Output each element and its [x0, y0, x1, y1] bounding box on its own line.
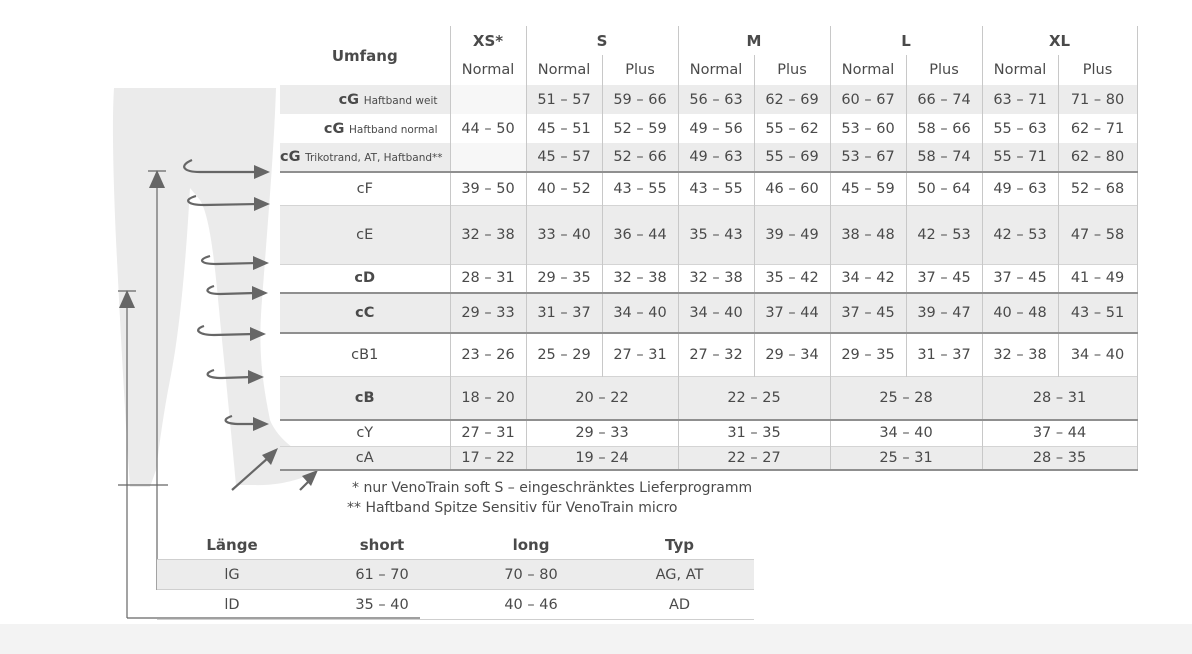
cell: lG [157, 560, 307, 590]
cell: 29 – 33 [450, 293, 526, 333]
length-table [157, 530, 754, 620]
cg-main-label: cG [280, 149, 301, 165]
cell: 18 – 20 [450, 376, 526, 420]
cell: 35 – 43 [678, 205, 754, 264]
row-label-cg-weit [280, 85, 450, 114]
subheader-s-plus: Plus [602, 55, 678, 85]
cell: 41 – 49 [1058, 264, 1137, 293]
cell: 42 – 53 [906, 205, 982, 264]
subheader-xl-plus: Plus [1058, 55, 1137, 85]
table-row [280, 446, 1137, 470]
cell: 37 – 45 [982, 264, 1058, 293]
size-header-m: M [678, 26, 830, 55]
cell: 34 – 40 [1058, 333, 1137, 376]
row-label-ce: cE [280, 205, 450, 264]
size-table [280, 26, 1138, 471]
cell: 46 – 60 [754, 172, 830, 205]
cell: 52 – 68 [1058, 172, 1137, 205]
cell: 55 – 63 [982, 114, 1058, 143]
cell: 42 – 53 [982, 205, 1058, 264]
table-row [280, 172, 1137, 205]
cell: 49 – 63 [678, 143, 754, 172]
table-row [280, 205, 1137, 264]
cell: 23 – 26 [450, 333, 526, 376]
table-row [280, 114, 1137, 143]
cell: 32 – 38 [678, 264, 754, 293]
cell: 38 – 48 [830, 205, 906, 264]
table-row [157, 560, 754, 590]
subheader-s-normal: Normal [526, 55, 602, 85]
cell: 37 – 44 [982, 420, 1137, 446]
footnote-xs: * nur VenoTrain soft S – eingeschränktes Lieferprogramm [352, 480, 753, 496]
cell: 34 – 42 [830, 264, 906, 293]
cell: 70 – 80 [457, 560, 605, 590]
cell: 39 – 49 [754, 205, 830, 264]
cell: 51 – 57 [526, 85, 602, 114]
cell: 39 – 47 [906, 293, 982, 333]
cell: AG, AT [605, 560, 754, 590]
cell: 53 – 60 [830, 114, 906, 143]
cell: 60 – 67 [830, 85, 906, 114]
length-header-long: long [512, 535, 550, 554]
cell: 34 – 40 [678, 293, 754, 333]
size-header-xl: XL [982, 26, 1137, 55]
cell: 28 – 35 [982, 446, 1137, 470]
cell: 55 – 71 [982, 143, 1058, 172]
cell: 25 – 28 [830, 376, 982, 420]
subheader-l-plus: Plus [906, 55, 982, 85]
table-row [280, 333, 1137, 376]
row-label-cb: cB [280, 376, 450, 420]
cell: 63 – 71 [982, 85, 1058, 114]
cell: 22 – 27 [678, 446, 830, 470]
table-row [157, 590, 754, 620]
cell: 45 – 51 [526, 114, 602, 143]
row-label-cc: cC [280, 293, 450, 333]
row-label-cb1: cB1 [280, 333, 450, 376]
cg-main-label: cG [323, 120, 345, 137]
subheader-m-plus: Plus [754, 55, 830, 85]
cell: 55 – 62 [754, 114, 830, 143]
cell: AD [605, 590, 754, 620]
cell: 35 – 40 [307, 590, 457, 620]
cell: 43 – 55 [602, 172, 678, 205]
cell: 45 – 57 [526, 143, 602, 172]
row-label-cg-normal [280, 114, 450, 143]
cell: 19 – 24 [526, 446, 678, 470]
cell: 62 – 71 [1058, 114, 1137, 143]
cell: 59 – 66 [602, 85, 678, 114]
cell: 71 – 80 [1058, 85, 1137, 114]
cell: 61 – 70 [307, 560, 457, 590]
cell: 29 – 34 [754, 333, 830, 376]
subheader-xs-normal: Normal [450, 55, 526, 85]
cell: 37 – 44 [754, 293, 830, 333]
length-header-laenge: Länge [206, 535, 258, 554]
length-header-typ: Typ [665, 535, 694, 554]
row-label-ca: cA [280, 446, 450, 470]
cell: 31 – 37 [906, 333, 982, 376]
cell: 17 – 22 [450, 446, 526, 470]
cell: 40 – 48 [982, 293, 1058, 333]
size-header-xs: XS* [450, 26, 526, 55]
cell: 28 – 31 [982, 376, 1137, 420]
cg-main-label: cG [338, 91, 360, 108]
cell: 49 – 63 [982, 172, 1058, 205]
cell: 25 – 29 [526, 333, 602, 376]
footnote-haftband: ** Haftband Spitze Sensitiv für VenoTrain micro [347, 500, 678, 516]
cell: 52 – 59 [602, 114, 678, 143]
cell: 37 – 45 [906, 264, 982, 293]
cell [450, 143, 526, 172]
cell: 29 – 35 [830, 333, 906, 376]
cell: 28 – 31 [450, 264, 526, 293]
cell: 45 – 59 [830, 172, 906, 205]
cell: 50 – 64 [906, 172, 982, 205]
table-row [280, 420, 1137, 446]
cell: 39 – 50 [450, 172, 526, 205]
cell: 25 – 31 [830, 446, 982, 470]
cell: 32 – 38 [602, 264, 678, 293]
cell: 44 – 50 [450, 114, 526, 143]
cell: 20 – 22 [526, 376, 678, 420]
cell: 62 – 80 [1058, 143, 1137, 172]
size-header-s: S [526, 26, 678, 55]
subheader-l-normal: Normal [830, 55, 906, 85]
cell: 53 – 67 [830, 143, 906, 172]
cg-sub-label: Trikotrand, AT, Haftband** [305, 152, 443, 164]
cell: 62 – 69 [754, 85, 830, 114]
cg-sub-label: Haftband weit [363, 94, 438, 107]
cell: 40 – 52 [526, 172, 602, 205]
cell: 49 – 56 [678, 114, 754, 143]
cell: 34 – 40 [602, 293, 678, 333]
cell: lD [157, 590, 307, 620]
cell: 58 – 74 [906, 143, 982, 172]
row-label-cd: cD [280, 264, 450, 293]
length-header-short: short [359, 535, 405, 554]
size-header-l: L [830, 26, 982, 55]
row-label-cf: cF [280, 172, 450, 205]
cell: 22 – 25 [678, 376, 830, 420]
cell: 31 – 37 [526, 293, 602, 333]
cell: 27 – 31 [602, 333, 678, 376]
cell: 36 – 44 [602, 205, 678, 264]
cell: 31 – 35 [678, 420, 830, 446]
cell [450, 85, 526, 114]
subheader-xl-normal: Normal [982, 55, 1058, 85]
row-label-cg-trikot [280, 143, 450, 172]
cell: 58 – 66 [906, 114, 982, 143]
cell: 27 – 32 [678, 333, 754, 376]
cell: 47 – 58 [1058, 205, 1137, 264]
cell: 40 – 46 [457, 590, 605, 620]
cell: 32 – 38 [982, 333, 1058, 376]
cg-sub-label: Haftband normal [348, 123, 438, 136]
table-row [280, 143, 1137, 172]
cell: 34 – 40 [830, 420, 982, 446]
table-row [280, 293, 1137, 333]
cell: 37 – 45 [830, 293, 906, 333]
cell: 33 – 40 [526, 205, 602, 264]
cell: 43 – 55 [678, 172, 754, 205]
cell: 27 – 31 [450, 420, 526, 446]
cell: 29 – 35 [526, 264, 602, 293]
umfang-header: Umfang [331, 46, 398, 65]
cell: 29 – 33 [526, 420, 678, 446]
cell: 55 – 69 [754, 143, 830, 172]
cell: 52 – 66 [602, 143, 678, 172]
cell: 66 – 74 [906, 85, 982, 114]
table-row [280, 264, 1137, 293]
subheader-m-normal: Normal [678, 55, 754, 85]
cell: 35 – 42 [754, 264, 830, 293]
length-header-row [157, 530, 754, 560]
table-row [280, 85, 1137, 114]
row-label-cy: cY [280, 420, 450, 446]
cell: 43 – 51 [1058, 293, 1137, 333]
cell: 56 – 63 [678, 85, 754, 114]
table-row [280, 376, 1137, 420]
cell: 32 – 38 [450, 205, 526, 264]
